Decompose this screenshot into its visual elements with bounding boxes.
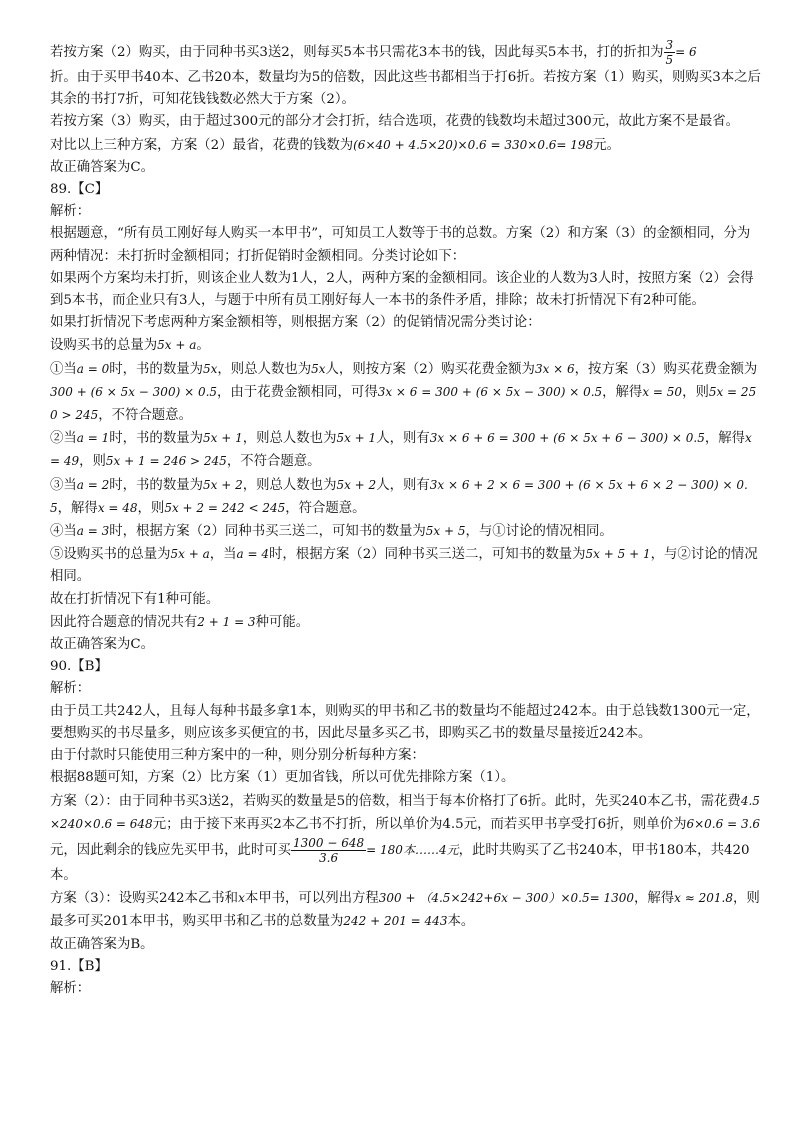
paragraph <box>50 978 762 1000</box>
text-run: ⑤设购买书的总量为 <box>50 547 171 563</box>
paragraph <box>50 474 762 520</box>
math-expression: 3x × 6 = 300 + (6 × 5x − 300) × 0.5 <box>377 384 603 399</box>
fraction-numerator: 3 <box>665 38 674 52</box>
text-run: ，符合题意。 <box>285 500 366 516</box>
text-run: 如果两个方案均未打折，则该企业人数为1人，2人，两种方案的金额相同。该企业的人数为3人时，按照方案（2）会得到5本书，而企业只有3人，与题于中所有员工刚好每人一本书的条件矛盾，排除；故未打折情况下有2种可能。 <box>50 270 754 309</box>
math-expression: x = 49 <box>50 431 752 469</box>
text-run: ③当 <box>50 477 77 493</box>
text-run: 时，书的数量为 <box>109 361 203 377</box>
math-expression: 5x + 5 + 1 <box>585 547 651 562</box>
text-run: ，解得 <box>704 431 746 447</box>
text-run: 若按方案（2）购买，由于同种书买3送2，则每买5本书只需花3本书的钱，因此每买5本书，打的折扣为 <box>50 45 664 60</box>
math-expression: 3x × 6 <box>534 361 575 376</box>
paragraph <box>50 223 762 267</box>
math-expression: a = 3 <box>76 524 110 539</box>
paragraph <box>50 268 762 312</box>
paragraph <box>50 427 762 473</box>
text-run: ，不符合题意。 <box>226 454 321 470</box>
math-expression: 5x + 2 = 242 < 245 <box>164 500 286 515</box>
text-run: ，解得 <box>602 384 643 400</box>
fraction-numerator: 1300 − 648 <box>293 835 365 850</box>
text-run: 故在打折情况下有1种可能。 <box>50 591 220 607</box>
math-expression: 5x + 5 <box>425 524 466 539</box>
text-run: ，则总人数也为 <box>242 477 337 493</box>
text-run: 时，根据方案（2）同种书买三送二，可知书的数量为 <box>269 547 586 563</box>
text-run: 由于付款时只能使用三种方案中的一种，则分别分析每种方案： <box>50 748 425 764</box>
text-run: ，与①讨论的情况相同。 <box>465 524 613 540</box>
text-run: 时，书的数量为 <box>109 431 203 447</box>
paragraph <box>50 520 762 543</box>
paragraph <box>50 111 762 133</box>
text-run: 由于员工共242人，且每人每种书最多拿1本，则购买的甲书和乙书的数量均不能超过242本。由于总钱数1300元一定，要想购买的书尽量多，则应该多买便宜的书，因此尽量多买乙书，即购买乙书的数量尽量接近242本。 <box>50 703 760 741</box>
math-expression: a = 1 <box>76 431 110 446</box>
paragraph <box>50 157 762 179</box>
math-expression: x ≈ 201.8 <box>674 891 733 906</box>
text-run: ，解得 <box>57 500 98 516</box>
text-run: 如果打折情况下考虑两种方案金额相等，则根据方案（2）的促销情况需分类讨论： <box>50 315 541 331</box>
text-run: 对比以上三种方案，方案（2）最省，花费的钱数为 <box>50 137 354 153</box>
text-run: ，当 <box>209 547 237 563</box>
text-run: ，则 <box>79 454 106 470</box>
text-run: 时，根据方案（2）同种书买三送二，可知书的数量为 <box>109 524 426 540</box>
text-run: 元。 <box>593 137 620 153</box>
text-run: 因此符合题意的情况共有 <box>50 614 198 630</box>
math-expression: a = 0 <box>76 361 110 376</box>
paragraph <box>50 312 762 334</box>
text-run: 元，因此剩余的钱应先买甲书，此时可买 <box>50 842 292 858</box>
paragraph <box>50 611 762 634</box>
fraction-denominator: 5 <box>665 53 674 67</box>
math-expression: 5x <box>311 361 326 376</box>
paragraph <box>50 38 762 67</box>
text-run: 元；由于接下来再买2本乙书不打折，所以单价为4.5元，而若买甲书享受打6折，则单价为 <box>152 816 687 832</box>
text-run: 。 <box>196 338 210 354</box>
text-run: 根据题意，“所有员工刚好每人购买一本甲书”，可知员工人数等于书的总数。方案（2）和方案（3）的金额相同，分为两种情况：未打折时金额相同；打折促销时金额相同。分类讨论如下： <box>50 226 751 264</box>
text-run: 89.【C】 <box>50 182 109 198</box>
math-expression: 5x + 2 <box>336 477 377 492</box>
text-run: ，解得 <box>634 891 675 907</box>
math-expression: = 6 <box>675 45 697 59</box>
text-run: ，此时共购买了乙书240本，甲书180本，共420本。 <box>50 842 750 883</box>
text-run: 种可能。 <box>255 614 310 630</box>
math-expression: 5x + a <box>170 547 210 562</box>
document-body <box>50 38 762 1000</box>
text-run: 若按方案（3）购买，由于超过300元的部分才会打折，结合选项，花费的钱数均未超过300元，故此方案不是最省。 <box>50 114 739 130</box>
math-expression: (6×40 + 4.5×20)×0.6 = 330×0.6= 198 <box>353 137 594 152</box>
math-expression: 2 + 1 = 3 <box>197 614 256 629</box>
text-run: ①当 <box>50 361 77 377</box>
text-run: ④当 <box>50 524 77 540</box>
text-run: 人，则有 <box>376 477 430 493</box>
text-run: ，则总人数也为 <box>242 431 337 447</box>
math-expression: 5x + 1 <box>336 431 377 446</box>
fraction <box>664 38 676 67</box>
math-expression: x <box>238 891 245 906</box>
text-run: 时，书的数量为 <box>109 477 203 493</box>
text-run: 折。由于买甲书40本、乙书20本，数量均为5的倍数，因此这些书都相当于打6折。若按方案（1）购买，则购买3本之后其余的书打7折，可知花钱钱数必然大于方案（2）。 <box>50 70 761 108</box>
math-expression: a = 2 <box>76 477 110 492</box>
text-run: 根据88题可知，方案（2）比方案（1）更加省钱，所以可优先排除方案（1）。 <box>50 770 515 786</box>
math-expression: 5x + 1 <box>203 431 243 446</box>
paragraph <box>50 790 762 888</box>
paragraph <box>50 589 762 611</box>
text-run: ，则 <box>137 500 165 516</box>
text-run: 解析： <box>50 980 91 996</box>
text-run: 人，则按方案（2）购买花费金额为 <box>325 361 535 377</box>
text-run: 解析： <box>50 681 91 697</box>
math-expression: x = 50 <box>642 384 683 399</box>
text-run: 故正确答案为C。 <box>50 159 154 175</box>
text-run: ，不符合题意。 <box>98 408 192 424</box>
text-run: ，则 <box>682 384 709 400</box>
math-expression: 6×0.6 = 3.6 <box>686 816 761 831</box>
math-expression: 3x × 6 + 6 = 300 + (6 × 5x + 6 − 300) × 0.5 <box>429 431 705 446</box>
paragraph <box>50 543 762 588</box>
math-expression: 300 + （4.5×242+6x − 300）×0.5= 1300 <box>378 891 634 906</box>
paragraph <box>50 634 762 656</box>
paragraph <box>50 201 762 223</box>
paragraph <box>50 179 762 201</box>
math-expression: 3x × 6 + 2 × 6 = 300 + (6 × 5x + 6 × 2 − 300) × 0.5 <box>50 477 748 515</box>
paragraph <box>50 67 762 111</box>
text-run: 故正确答案为C。 <box>50 637 154 653</box>
math-expression: x = 48 <box>97 500 138 515</box>
fraction <box>291 836 366 865</box>
paragraph <box>50 956 762 978</box>
math-expression: 242 + 201 = 443 <box>343 914 448 929</box>
math-expression: 5x = 250 > 245 <box>50 384 757 423</box>
paragraph <box>50 678 762 700</box>
fraction-denominator: 3.6 <box>319 850 339 865</box>
text-run: 90.【B】 <box>50 659 108 675</box>
text-run: ，与②讨论的情况相同。 <box>50 547 758 585</box>
math-expression: 5x + a <box>157 338 197 353</box>
math-expression: 5x + 1 = 246 > 245 <box>105 454 227 469</box>
text-run: 解析： <box>50 204 91 220</box>
paragraph <box>50 334 762 357</box>
text-run: ，由于花费金额相同，可得 <box>217 384 378 400</box>
text-run: ，则总人数也为 <box>217 361 312 377</box>
paragraph <box>50 767 762 789</box>
paragraph <box>50 358 762 428</box>
paragraph <box>50 934 762 956</box>
math-expression: a = 4 <box>236 547 270 562</box>
math-expression: 5x <box>203 361 218 376</box>
text-run: 本甲书，可以列出方程 <box>244 891 379 907</box>
paragraph <box>50 656 762 678</box>
text-run: ，则最多可买201本甲书，购买甲书和乙书的总数量为 <box>50 891 760 930</box>
paragraph <box>50 701 762 745</box>
paragraph <box>50 887 762 933</box>
text-run: 人，则有 <box>376 431 430 447</box>
text-run: 设购买书的总量为 <box>50 338 158 354</box>
math-expression: = 180本……4元 <box>366 842 459 857</box>
math-expression: 5x + 2 <box>203 477 243 492</box>
text-run: ，按方案（3）购买花费金额为 <box>574 361 758 377</box>
text-run: 91.【B】 <box>50 958 108 974</box>
paragraph <box>50 745 762 767</box>
math-expression: 4.5×240×0.6 = 648 <box>50 793 760 831</box>
text-run: 本。 <box>447 914 475 930</box>
text-run: ②当 <box>50 431 77 447</box>
text-run: 方案（2）：由于同种书买3送2，若购买的数量是5的倍数，相当于每本价格打了6折。此时，先买240本乙书，需花费 <box>50 793 741 809</box>
paragraph <box>50 134 762 157</box>
text-run: 方案（3）：设购买242本乙书和 <box>50 891 239 907</box>
math-expression: 300 + (6 × 5x − 300) × 0.5 <box>50 384 218 399</box>
text-run: 故正确答案为B。 <box>50 936 154 952</box>
